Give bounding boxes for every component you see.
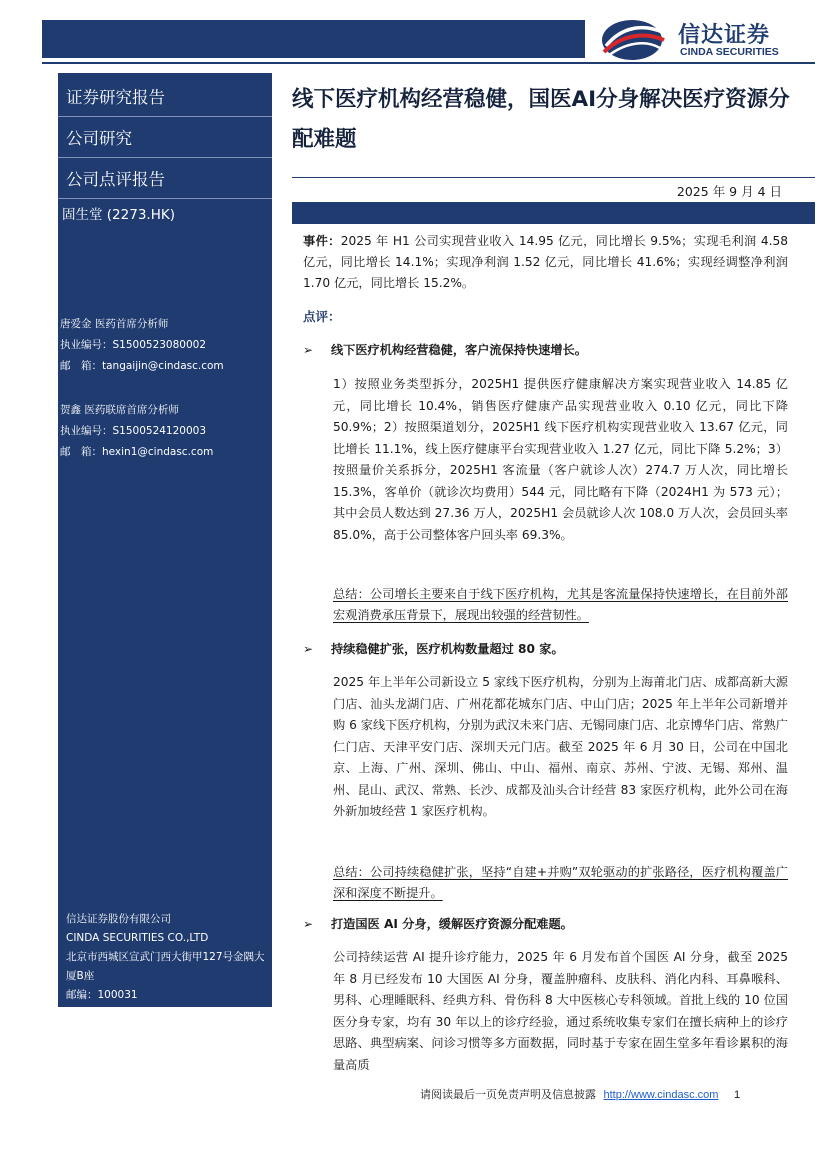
event-paragraph — [303, 231, 788, 294]
section-summary-text: 总结：公司持续稳健扩张，坚持“自建+并购”双轮驱动的扩张路径，医疗机构覆盖广深和深度不断提升。 — [333, 865, 788, 900]
comment-label: 点评： — [303, 309, 341, 324]
sidebar-tab-report-type: 证券研究报告 — [58, 79, 272, 117]
logo-text-en: CINDA SECURITIES — [680, 46, 779, 58]
section-body: 公司持续运营 AI 提升诊疗能力，2025 年 6 月发布首个国医 AI 分身，截至 2025 年 8 月已经发布 10 大国医 AI 分身，覆盖肿瘤科、皮肤科、消化内科、耳鼻喉科、男科、心理睡眠科、经典方科、骨伤科 8 大中医核心专科领域。首批上线的 10 位国医分身专家，均有 30 年以上的诊疗经验，通过系统收集专家们在擅长病种上的诊疗思路、典型病案、问诊习惯等多方面数据，同时基于专家在固生堂多年看诊累积的海量高质 — [333, 950, 788, 1072]
arrow-bullet-icon: ➢ — [303, 642, 314, 656]
company-address: 北京市西城区宣武门西大街甲127号金隅大厦B座 — [66, 951, 265, 982]
report-date: 2025 年 9 月 4 日 — [676, 184, 782, 199]
footer-link[interactable]: http://www.cindasc.com — [603, 1089, 719, 1101]
analyst-license: 执业编号：S1500523080002 — [60, 339, 207, 351]
section-summary-text: 总结：公司增长主要来自于线下医疗机构，尤其是客流量保持快速增长，在目前外部宏观消费承压背景下，展现出较强的经营韧性。 — [333, 587, 788, 622]
company-postcode: 邮编：100031 — [66, 989, 138, 1001]
analyst-email[interactable]: 邮 箱：tangaijin@cindasc.com — [60, 360, 224, 372]
company-name-en: CINDA SECURITIES CO.,LTD — [66, 932, 209, 944]
analyst-name: 贺鑫 医药联席首席分析师 — [60, 404, 179, 416]
section-heading-text: 打造国医 AI 分身，缓解医疗资源分配难题。 — [331, 917, 573, 931]
page-footer — [420, 1086, 740, 1102]
footer-disclaimer: 请阅读最后一页免责声明及信息披露 — [420, 1088, 596, 1101]
section-body: 1）按照业务类型拆分，2025H1 提供医疗健康解决方案实现营业收入 14.85 亿元，同比增长 10.4%，销售医疗健康产品实现营业收入 0.10 亿元，同比下降 50.9%；2）按照渠道划分，2025H1 线下医疗机构实现营业收入 13.67 亿元，同比增长 11.1%，线上医疗健康平台实现营业收入 1.27 亿元，同比下降 5.2%；3）按照量价关系拆分，2025H1 客流量（客户就诊人次）274.7 万人次，同比增长 15.3%，客单价（就诊次均费用）544 元，同比略有下降（2024H1 为 573 元）；其中会员人数达到 27.36 万人，2025H1 会员就诊人次 108.0 万人次，会员回头率 85.0%，高于公司整体客户回头率 69.3%。 — [333, 377, 788, 542]
stock-code: 固生堂 (2273.HK) — [62, 207, 175, 223]
section-summary — [333, 862, 788, 904]
section-summary — [333, 584, 788, 626]
company-name-cn: 信达证券股份有限公司 — [66, 913, 171, 925]
company-logo — [600, 18, 800, 62]
section-body: 2025 年上半年公司新设立 5 家线下医疗机构，分别为上海莆北门店、成都高新大源门店、汕头龙湖门店、广州花都花城东门店、中山门店；2025 年上半年公司新增并购 6 家线下医疗机构，分别为武汉未来门店、无锡同康门店、北京博华门店、常熟广仁门店、天津平安门店、深圳天元门店。截至 2025 年 6 月 30 日，公司在中国北京、上海、广州、深圳、佛山、中山、福州、南京、苏州、宁波、无锡、郑州、温州、昆山、武汉、常熟、长沙、成都及汕头合计经营 83 家医疗机构，此外公司在海外新加坡经营 1 家医疗机构。 — [333, 675, 788, 818]
event-label: 事件： — [303, 234, 341, 248]
sidebar-tab-category: 公司研究 — [58, 120, 272, 158]
sidebar-tab-subtype: 公司点评报告 — [58, 161, 272, 199]
section-bar — [292, 202, 815, 224]
analyst-card — [60, 314, 224, 377]
analyst-email[interactable]: 邮 箱：hexin1@cindasc.com — [60, 446, 214, 458]
event-text: 2025 年 H1 公司实现营业收入 14.95 亿元，同比增长 9.5%；实现毛利润 4.58 亿元，同比增长 14.1%；实现净利润 1.52 亿元，同比增长 41.6%；实现经调整净利润 1.70 亿元，同比增长 15.2%。 — [303, 234, 789, 290]
analyst-license: 执业编号：S1500524120003 — [60, 425, 207, 437]
company-info — [66, 910, 266, 1005]
page-number: 1 — [733, 1089, 741, 1101]
sidebar — [58, 73, 272, 1007]
section-heading — [303, 915, 573, 932]
header-banner — [42, 20, 585, 58]
analyst-card — [60, 400, 213, 463]
date-rule — [292, 177, 815, 178]
arrow-bullet-icon: ➢ — [303, 917, 314, 931]
header-rule — [42, 62, 815, 64]
logo-mark-icon — [600, 18, 668, 62]
logo-text-cn: 信达证券 — [678, 23, 771, 48]
section-heading-text: 持续稳健扩张，医疗机构数量超过 80 家。 — [331, 642, 564, 656]
section-heading — [303, 640, 564, 657]
analyst-name: 唐爱金 医药首席分析师 — [60, 318, 169, 330]
section-heading — [303, 341, 587, 358]
arrow-bullet-icon: ➢ — [303, 343, 314, 357]
section-heading-text: 线下医疗机构经营稳健，客户流保持快速增长。 — [331, 343, 587, 357]
report-title: 线下医疗机构经营稳健，国医AI分身解决医疗资源分配难题 — [292, 87, 790, 152]
